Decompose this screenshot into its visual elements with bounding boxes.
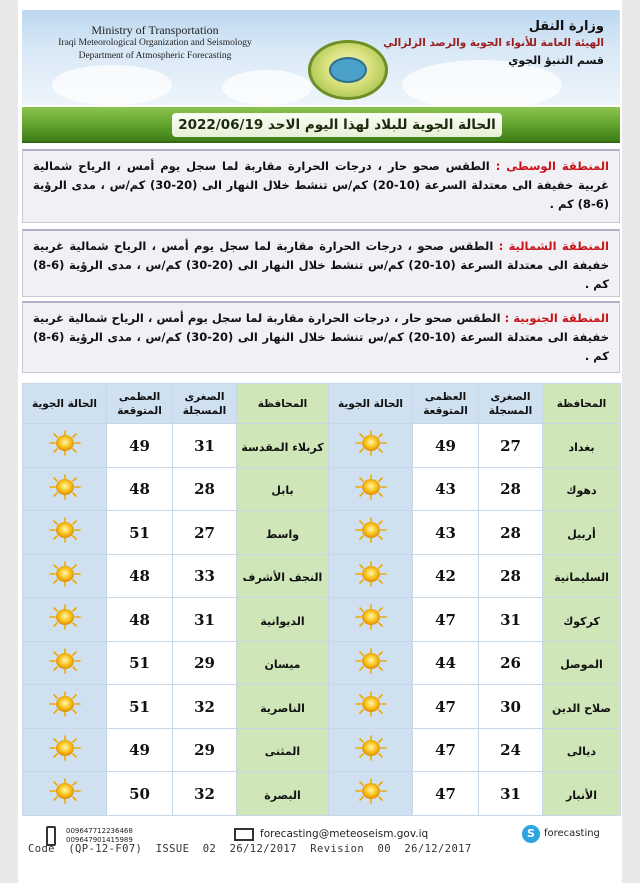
phone-number: 009647712236468 bbox=[66, 827, 133, 835]
sun-icon bbox=[45, 474, 85, 500]
max-temp-cell bbox=[413, 598, 479, 642]
min-temp-cell bbox=[173, 511, 237, 555]
sun-icon bbox=[45, 648, 85, 674]
max-temp-cell bbox=[413, 467, 479, 511]
region-north bbox=[22, 229, 620, 297]
sun-icon bbox=[351, 604, 391, 630]
temperature-value: 29 bbox=[194, 654, 215, 673]
sun-icon bbox=[45, 604, 85, 630]
temperature-value: 48 bbox=[129, 480, 150, 499]
governorate-cell bbox=[543, 467, 621, 511]
temperature-value: 49 bbox=[435, 436, 456, 455]
governorate-name: الديوانية bbox=[260, 614, 305, 628]
governorate-cell bbox=[237, 598, 329, 642]
weather-cell bbox=[329, 554, 413, 598]
col-header-max: العظمى المتوقعة bbox=[107, 384, 173, 424]
cloud-decoration bbox=[52, 65, 172, 105]
governorate-name: الموصل bbox=[560, 658, 603, 672]
email-address[interactable]: forecasting@meteoseism.gov.iq bbox=[260, 828, 429, 840]
temperature-value: 31 bbox=[194, 610, 215, 629]
ministry-name-ar: وزارة النقل bbox=[528, 19, 604, 34]
governorate-name: بابل bbox=[271, 484, 294, 498]
temperature-value: 47 bbox=[435, 784, 456, 803]
max-temp-cell bbox=[413, 424, 479, 468]
weather-cell bbox=[329, 641, 413, 685]
max-temp-cell bbox=[107, 554, 173, 598]
skype-name: forecasting bbox=[544, 828, 600, 839]
title-bar bbox=[22, 107, 620, 143]
table-row bbox=[23, 728, 621, 772]
max-temp-cell bbox=[107, 424, 173, 468]
governorate-cell bbox=[237, 511, 329, 555]
col-header-weather: الحالة الجوية bbox=[23, 384, 107, 424]
governorate-name: السليمانية bbox=[554, 571, 609, 585]
temperature-value: 27 bbox=[194, 523, 215, 542]
governorate-name: المثنى bbox=[264, 745, 301, 759]
weather-cell bbox=[23, 772, 107, 816]
governorate-name: واسط bbox=[265, 527, 300, 541]
temperature-value: 44 bbox=[435, 654, 456, 673]
page-title: الحالة الجوية للبلاد لهذا اليوم الاحد 2022/06/19 bbox=[172, 113, 502, 137]
max-temp-cell bbox=[107, 641, 173, 685]
header-banner bbox=[22, 10, 620, 105]
temperature-value: 43 bbox=[435, 480, 456, 499]
temperature-value: 47 bbox=[435, 610, 456, 629]
governorate-cell bbox=[237, 728, 329, 772]
department-name-en: Department of Atmospheric Forecasting bbox=[78, 51, 232, 61]
temperature-value: 33 bbox=[194, 567, 215, 586]
table-row bbox=[23, 772, 621, 816]
min-temp-cell bbox=[479, 511, 543, 555]
temperature-value: 31 bbox=[500, 610, 521, 629]
governorate-cell bbox=[543, 685, 621, 729]
max-temp-cell bbox=[107, 772, 173, 816]
col-header-governorate: المحافظة bbox=[237, 384, 329, 424]
sun-icon bbox=[45, 430, 85, 456]
temperature-value: 49 bbox=[129, 436, 150, 455]
governorate-name: النجف الأشرف bbox=[242, 571, 323, 585]
temperature-value: 42 bbox=[435, 567, 456, 586]
sun-icon bbox=[351, 735, 391, 761]
max-temp-cell bbox=[107, 598, 173, 642]
temperature-value: 50 bbox=[129, 784, 150, 803]
weather-cell bbox=[329, 511, 413, 555]
temperature-value: 48 bbox=[129, 567, 150, 586]
temperature-value: 49 bbox=[129, 741, 150, 760]
governorate-cell bbox=[543, 511, 621, 555]
governorate-name: ديالى bbox=[566, 745, 597, 759]
max-temp-cell bbox=[107, 467, 173, 511]
table-row bbox=[23, 467, 621, 511]
temperature-value: 28 bbox=[500, 567, 521, 586]
english-header bbox=[40, 24, 270, 63]
min-temp-cell bbox=[479, 685, 543, 729]
min-temp-cell bbox=[173, 598, 237, 642]
governorate-name: الأنبار bbox=[565, 788, 598, 802]
weather-cell bbox=[23, 728, 107, 772]
table-row bbox=[23, 511, 621, 555]
sun-icon bbox=[351, 474, 391, 500]
temperature-value: 31 bbox=[194, 436, 215, 455]
col-header-weather: الحالة الجوية bbox=[329, 384, 413, 424]
max-temp-cell bbox=[413, 641, 479, 685]
sun-icon bbox=[45, 735, 85, 761]
weather-cell bbox=[23, 424, 107, 468]
region-text: الطقس صحو حار ، درجات الحرارة مقاربة لما سجل يوم أمس ، الرياح شمالية غربية خفيفة الى معتدلة السرعة (10-20) كم/س تنشط خلال النهار الى (20-30) كم/س ، مدى الرؤية (6-8) كم . bbox=[33, 159, 609, 211]
governorate-cell bbox=[543, 772, 621, 816]
weather-cell bbox=[329, 772, 413, 816]
min-temp-cell bbox=[479, 598, 543, 642]
min-temp-cell bbox=[479, 424, 543, 468]
max-temp-cell bbox=[107, 685, 173, 729]
max-temp-cell bbox=[413, 772, 479, 816]
col-header-max: العظمى المتوقعة bbox=[413, 384, 479, 424]
table-row bbox=[23, 598, 621, 642]
weather-cell bbox=[23, 685, 107, 729]
table-row bbox=[23, 685, 621, 729]
region-south bbox=[22, 301, 620, 373]
region-central bbox=[22, 149, 620, 223]
temperature-value: 51 bbox=[129, 654, 150, 673]
temperature-value: 43 bbox=[435, 523, 456, 542]
governorate-name: أربيل bbox=[567, 527, 596, 541]
governorate-name: كركوك bbox=[563, 614, 600, 628]
max-temp-cell bbox=[413, 685, 479, 729]
region-name: المنطقة الشمالية : bbox=[498, 239, 609, 253]
weather-cell bbox=[23, 467, 107, 511]
weather-cell bbox=[23, 511, 107, 555]
table-row bbox=[23, 424, 621, 468]
sun-icon bbox=[351, 648, 391, 674]
temperature-value: 29 bbox=[194, 741, 215, 760]
region-name: المنطقة الجنوبية : bbox=[504, 311, 609, 325]
sun-icon bbox=[351, 691, 391, 717]
arabic-header bbox=[354, 18, 604, 69]
governorate-cell bbox=[543, 728, 621, 772]
temperature-value: 51 bbox=[129, 697, 150, 716]
department-name-ar: قسم التنبؤ الجوي bbox=[508, 54, 604, 67]
weather-cell bbox=[329, 728, 413, 772]
temperature-value: 28 bbox=[194, 480, 215, 499]
sun-icon bbox=[45, 561, 85, 587]
governorate-cell bbox=[237, 772, 329, 816]
min-temp-cell bbox=[173, 554, 237, 598]
col-header-min: الصغرى المسجلة bbox=[479, 384, 543, 424]
sun-icon bbox=[45, 778, 85, 804]
weather-cell bbox=[329, 598, 413, 642]
min-temp-cell bbox=[479, 554, 543, 598]
organization-name-en: Iraqi Meteorological Organization and Seismology bbox=[58, 38, 252, 48]
col-header-governorate: المحافظة bbox=[543, 384, 621, 424]
weather-cell bbox=[23, 641, 107, 685]
min-temp-cell bbox=[173, 728, 237, 772]
weather-cell bbox=[329, 424, 413, 468]
temperature-value: 28 bbox=[500, 523, 521, 542]
phone-number: 009647901415989 bbox=[66, 836, 133, 844]
governorate-name: صلاح الدين bbox=[551, 701, 612, 715]
temperature-value: 27 bbox=[500, 436, 521, 455]
governorate-cell bbox=[237, 467, 329, 511]
governorate-cell bbox=[543, 641, 621, 685]
sun-icon bbox=[45, 691, 85, 717]
email-icon bbox=[234, 828, 254, 841]
sun-icon bbox=[351, 430, 391, 456]
ministry-name-en: Ministry of Transportation bbox=[91, 23, 219, 37]
governorate-name: ميسان bbox=[264, 658, 301, 672]
col-header-min: الصغرى المسجلة bbox=[173, 384, 237, 424]
max-temp-cell bbox=[413, 554, 479, 598]
max-temp-cell bbox=[107, 728, 173, 772]
skype-icon: S bbox=[522, 825, 540, 843]
governorate-name: دهوك bbox=[566, 484, 597, 498]
min-temp-cell bbox=[173, 424, 237, 468]
sun-icon bbox=[351, 517, 391, 543]
governorate-cell bbox=[543, 598, 621, 642]
governorate-name: بغداد bbox=[568, 440, 595, 454]
sun-icon bbox=[351, 778, 391, 804]
governorate-name: الناصرية bbox=[260, 701, 305, 715]
min-temp-cell bbox=[173, 467, 237, 511]
region-name: المنطقة الوسطى : bbox=[495, 159, 609, 173]
document-code: Code (QP-12-F07) ISSUE 02 26/12/2017 Revision 00 26/12/2017 bbox=[28, 843, 472, 855]
temperature-value: 47 bbox=[435, 697, 456, 716]
temperature-value: 51 bbox=[129, 523, 150, 542]
sun-icon bbox=[45, 517, 85, 543]
min-temp-cell bbox=[479, 772, 543, 816]
governorate-name: البصرة bbox=[264, 788, 301, 802]
min-temp-cell bbox=[173, 641, 237, 685]
governorate-cell bbox=[237, 424, 329, 468]
min-temp-cell bbox=[173, 772, 237, 816]
governorate-cell bbox=[237, 685, 329, 729]
governorate-cell bbox=[543, 554, 621, 598]
max-temp-cell bbox=[107, 511, 173, 555]
left-margin bbox=[0, 0, 18, 883]
min-temp-cell bbox=[479, 641, 543, 685]
table-row bbox=[23, 554, 621, 598]
temperature-value: 32 bbox=[194, 784, 215, 803]
temperature-value: 48 bbox=[129, 610, 150, 629]
min-temp-cell bbox=[173, 685, 237, 729]
max-temp-cell bbox=[413, 511, 479, 555]
table-row bbox=[23, 641, 621, 685]
weather-cell bbox=[23, 598, 107, 642]
max-temp-cell bbox=[413, 728, 479, 772]
forecast-table bbox=[22, 383, 621, 816]
temperature-value: 24 bbox=[500, 741, 521, 760]
sun-icon bbox=[351, 561, 391, 587]
right-margin bbox=[622, 0, 640, 883]
temperature-value: 28 bbox=[500, 480, 521, 499]
cloud-decoration bbox=[222, 70, 312, 105]
table-header-row bbox=[23, 384, 621, 424]
governorate-cell bbox=[237, 554, 329, 598]
region-text: الطقس صحو حار ، درجات الحرارة مقاربة لما سجل يوم أمس ، الرياح شمالية غربية خفيفة الى معتدلة السرعة (10-20) كم/س تنشط خلال النهار الى (20-30) كم/س ، مدى الرؤية (6-8) كم . bbox=[33, 311, 609, 363]
temperature-value: 26 bbox=[500, 654, 521, 673]
temperature-value: 47 bbox=[435, 741, 456, 760]
weather-cell bbox=[329, 467, 413, 511]
temperature-value: 32 bbox=[194, 697, 215, 716]
min-temp-cell bbox=[479, 728, 543, 772]
region-text: الطقس صحو ، درجات الحرارة مقاربة لما سجل يوم أمس ، الرياح شمالية غربية خفيفة الى معتدلة السرعة (10-20) كم/س تنشط خلال النهار الى (20-30) كم/س ، مدى الرؤية (6-8) كم . bbox=[33, 239, 609, 291]
governorate-cell bbox=[237, 641, 329, 685]
weather-cell bbox=[329, 685, 413, 729]
governorate-cell bbox=[543, 424, 621, 468]
temperature-value: 30 bbox=[500, 697, 521, 716]
organization-name-ar: الهيئة العامة للأنواء الجوية والرصد الزلزالي bbox=[383, 37, 604, 49]
governorate-name: كربلاء المقدسة bbox=[241, 440, 324, 454]
weather-cell bbox=[23, 554, 107, 598]
min-temp-cell bbox=[479, 467, 543, 511]
temperature-value: 31 bbox=[500, 784, 521, 803]
